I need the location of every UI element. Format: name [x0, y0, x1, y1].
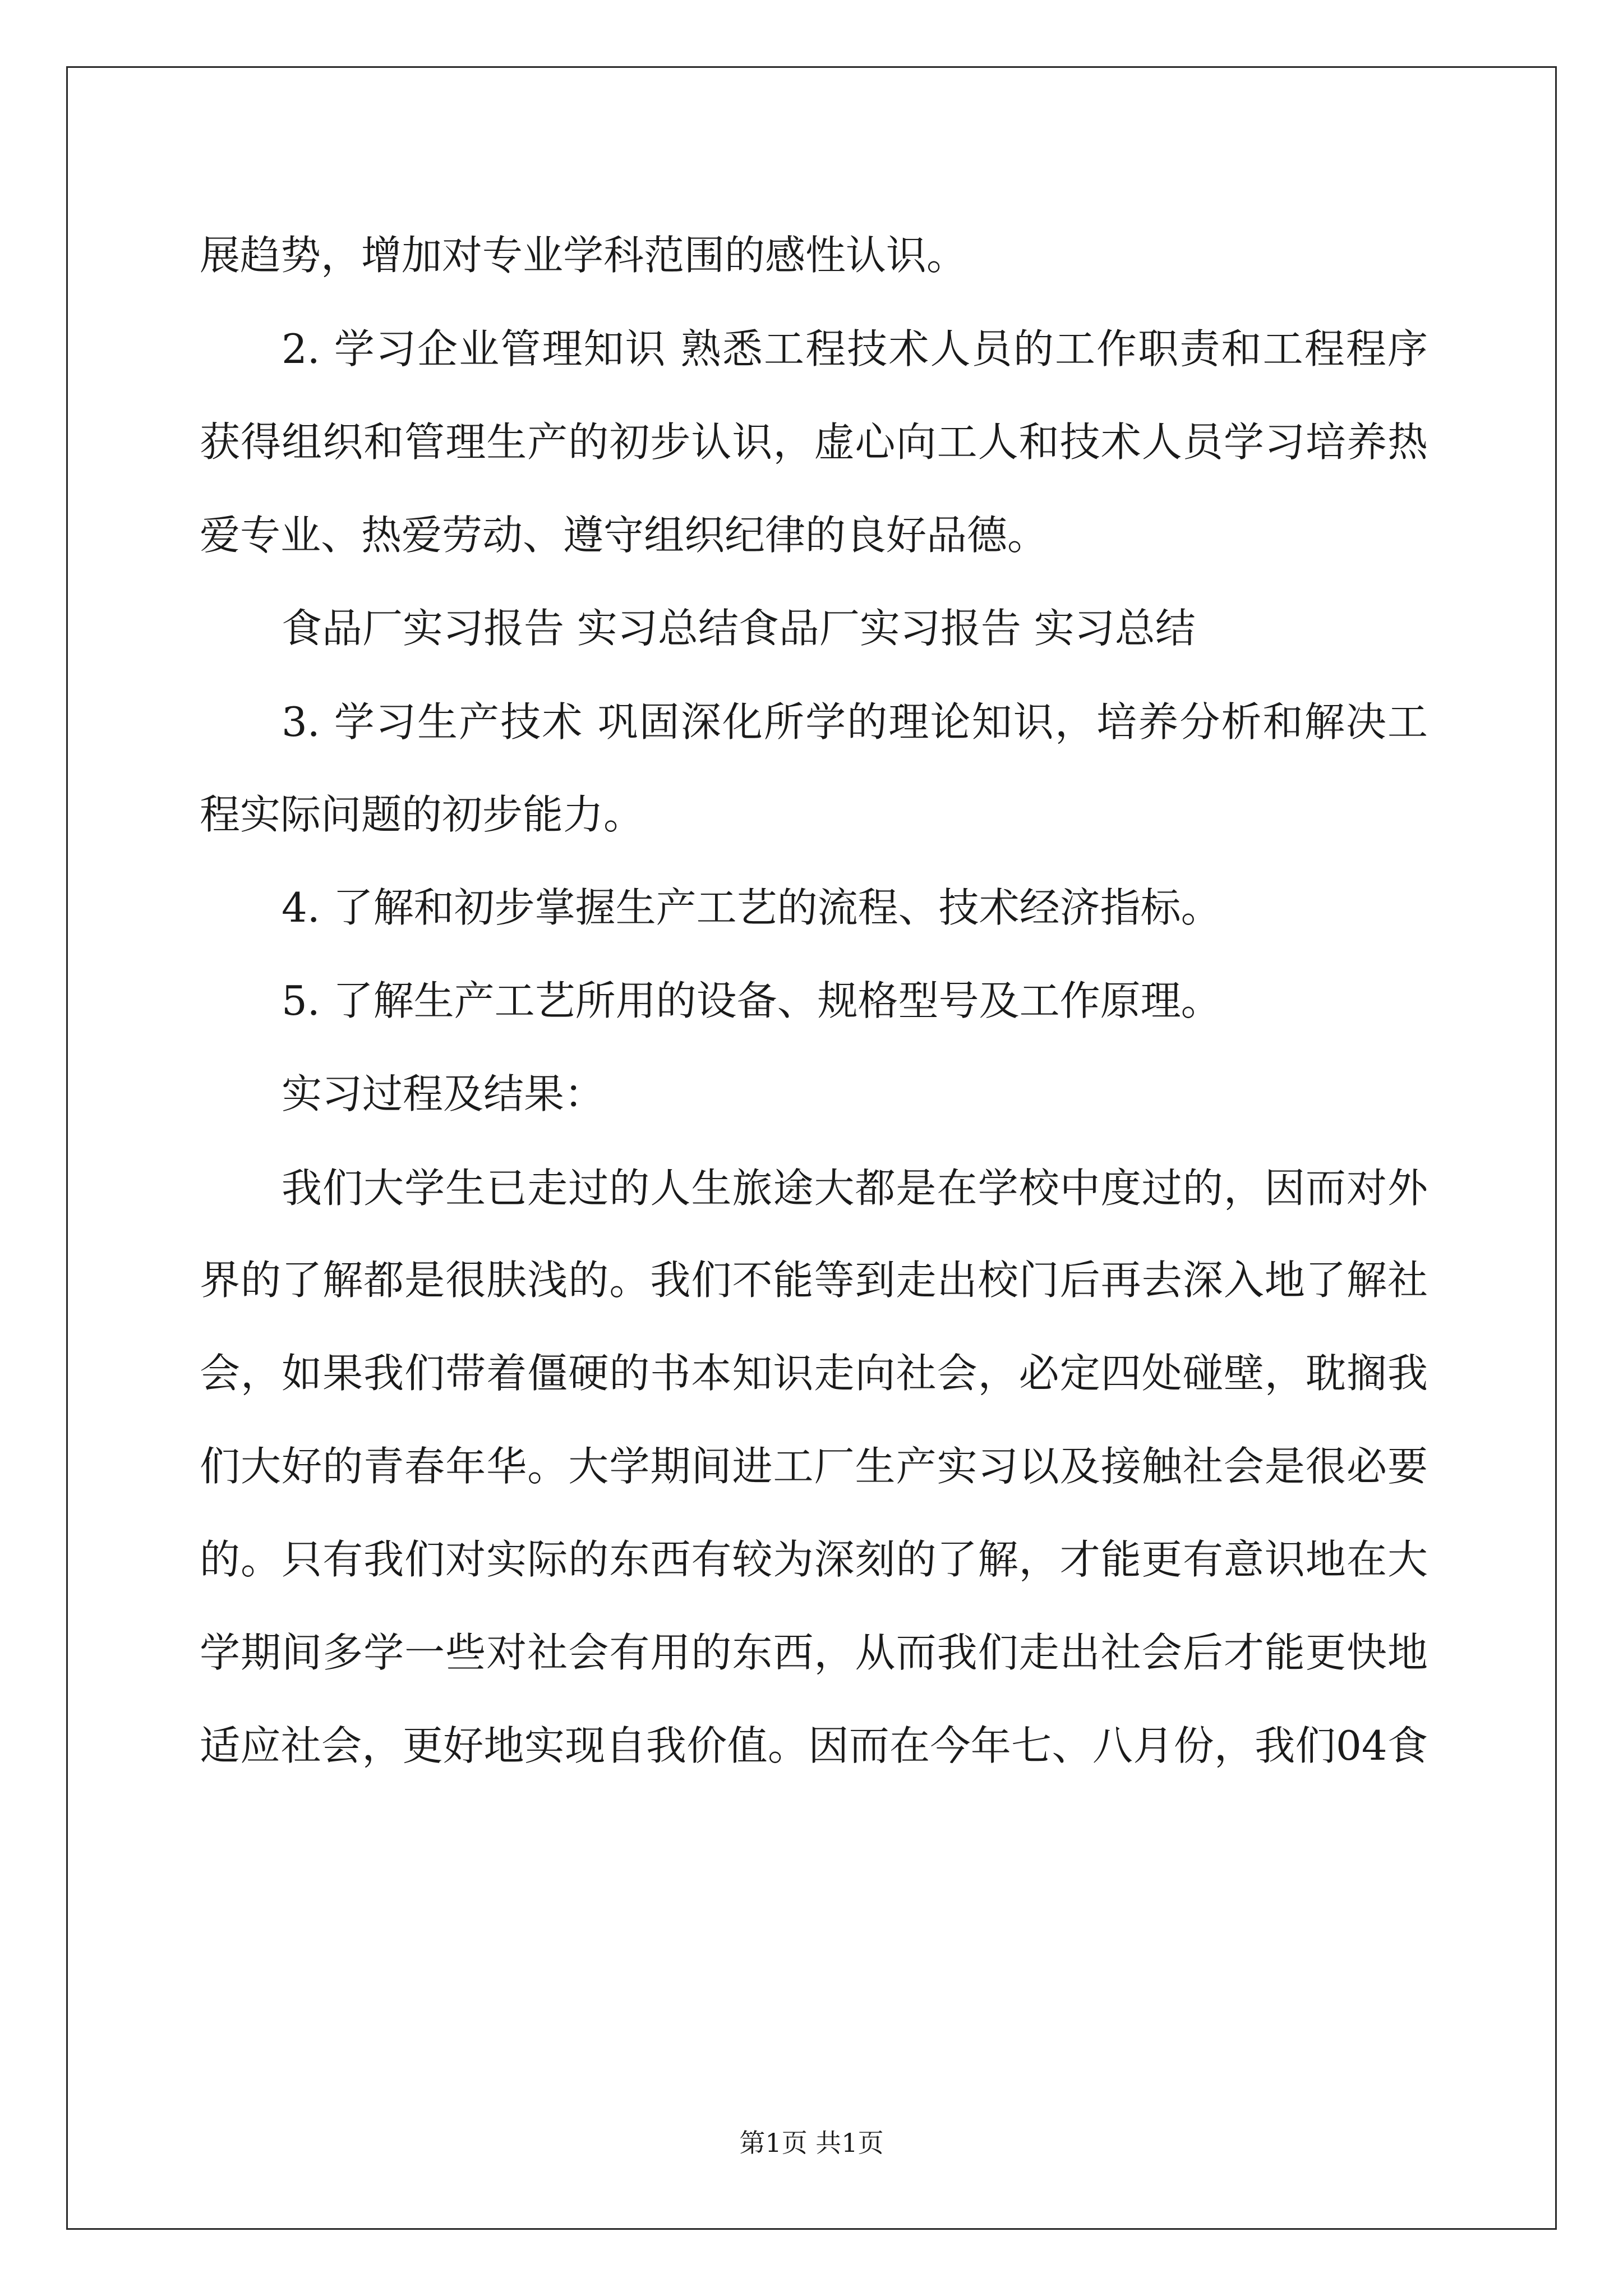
text-line: 5. 了解生产工艺所用的设备、规格型号及工作原理。 — [282, 977, 1221, 1024]
text-line: 我们大学生已走过的人生旅途大都是在学校中度过的，因而对外 — [282, 1165, 1428, 1212]
text-line: 获得组织和管理生产的初步认识，虚心向工人和技术人员学习培养热 — [200, 418, 1428, 466]
text-line: 实习过程及结果： — [282, 1070, 605, 1117]
text-line: 2. 学习企业管理知识 熟悉工程技术人员的工作职责和工程程序 — [282, 325, 1428, 372]
text-line: 程实际问题的初步能力。 — [200, 791, 644, 838]
text-line: 的。只有我们对实际的东西有较为深刻的了解，才能更有意识地在大 — [200, 1536, 1428, 1583]
text-line: 学期间多学一些对社会有用的东西，从而我们走出社会后才能更快地 — [200, 1629, 1428, 1676]
text-line: 4. 了解和初步掌握生产工艺的流程、技术经济指标。 — [282, 884, 1221, 931]
text-line: 3. 学习生产技术 巩固深化所学的理论知识，培养分析和解决工 — [282, 698, 1428, 746]
page-footer: 第1页 共1页 — [739, 2128, 884, 2158]
text-line: 食品厂实习报告 实习总结食品厂实习报告 实习总结 — [282, 605, 1196, 652]
text-line: 会，如果我们带着僵硬的书本知识走向社会，必定四处碰壁，耽搁我 — [200, 1350, 1428, 1397]
text-line: 适应社会，更好地实现自我价值。因而在今年七、八月份，我们04食 — [200, 1722, 1428, 1769]
text-line: 展趋势，增加对专业学科范围的感性认识。 — [200, 232, 967, 279]
page-border — [66, 66, 1557, 2230]
text-line: 爱专业、热爱劳动、遵守组织纪律的良好品德。 — [200, 512, 1048, 559]
text-line: 界的了解都是很肤浅的。我们不能等到走出校门后再去深入地了解社 — [200, 1257, 1428, 1304]
text-line: 们大好的青春年华。大学期间进工厂生产实习以及接触社会是很必要 — [200, 1443, 1428, 1490]
